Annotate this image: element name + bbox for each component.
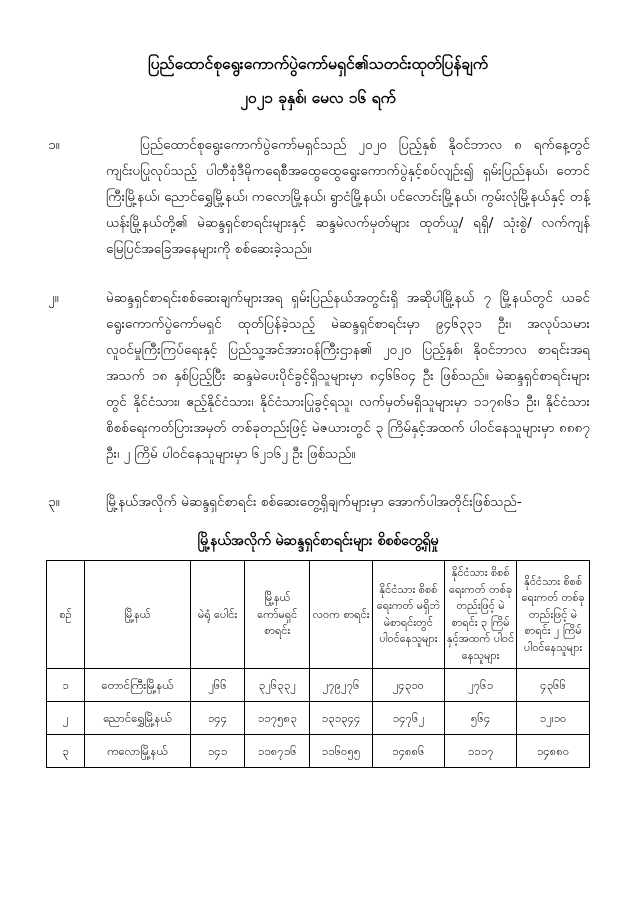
table-header xyxy=(47,561,590,669)
table-cell: ၁၄၇၆၂ xyxy=(372,702,444,735)
table-header-cell-4: လဝက စာရင်း xyxy=(310,561,372,669)
table-cell: ၅၆၄ xyxy=(444,702,516,735)
paragraph-1 xyxy=(46,132,590,262)
table-header-cell-1: မြို့နယ် xyxy=(85,561,191,669)
table-cell: ၂ xyxy=(47,702,85,735)
paragraph-3-text: မြို့နယ်အလိုက် မဲဆန္ဒရှင်စာရင်း စစ်ဆေးတွေ့ရှိချက်များမှာ အောက်ပါအတိုင်းဖြစ်သည်- xyxy=(106,494,522,511)
table-header-cell-0: စဉ် xyxy=(47,561,85,669)
table-cell: ၃ xyxy=(47,735,85,768)
table-title: မြို့နယ်အလိုက် မဲဆန္ဒရှင်စာရင်းများ စိစစ်တွေ့ရှိမှု xyxy=(197,533,439,550)
table-cell: ၁၁၇၅၈၃ xyxy=(245,702,310,735)
table-cell: ညောင်ရွှေမြို့နယ် xyxy=(85,702,191,735)
voter-list-table xyxy=(46,560,590,768)
table-header-cell-5: နိုင်ငံသား စိစစ်ရေးကတ် မရှိဘဲ မဲစာရင်းတွင် ပါဝင်နေသူများ xyxy=(372,561,444,669)
table-cell: ကလောမြို့နယ် xyxy=(85,735,191,768)
table-cell: ၄၃၆၆ xyxy=(517,669,590,702)
table-cell: ၁၄၈၈၀ xyxy=(517,735,590,768)
table-cell: ၁၁၆၀၅၅ xyxy=(310,735,372,768)
page-subtitle: ၂၀၂၁ ခုနှစ်၊ မေလ ၁၆ ရက် xyxy=(240,89,396,108)
table-header-cell-7: နိုင်ငံသား စိစစ်ရေးကတ် တစ်ခုတည်းဖြင့် မဲစာရင်း ၂ ကြိမ် ပါဝင်နေသူများ xyxy=(517,561,590,669)
table-header-row xyxy=(47,561,590,669)
paragraph-2 xyxy=(46,285,590,468)
page-title: ပြည်ထောင်စုရွေးကောက်ပွဲကော်မရှင်၏သတင်းထုတ်ပြန်ချက် xyxy=(148,55,488,73)
paragraph-3-number: ၃။ xyxy=(48,494,60,511)
table-cell: ၁၁၁၇ xyxy=(444,735,516,768)
paragraph-1-text: ပြည်ထောင်စုရွေးကောက်ပွဲကော်မရှင်သည် ၂၀၂၀ ပြည့်နှစ် နိုဝင်ဘာလ ၈ ရက်နေ့တွင် ကျင်းပပြုလုပ်သည့် ပါတီစုံဒီမိုကရေစီအထွေထွေရွေးကောက်ပွဲနှင့်စပ်လျဉ်း၍ ရှမ်းပြည်နယ်၊ တောင်ကြီးမြို့နယ်၊ ညောင်ရွှေမြို့နယ်၊ ကလောမြို့နယ်၊ ရွာငံမြို့နယ်၊ ပင်လောင်းမြို့နယ်၊ ကွမ်းလုံမြို့နယ်နှင့် တန့်ယန်းမြို့နယ်တို့၏ မဲဆန္ဒရှင်စာရင်းများနှင့် ဆန္ဒမဲလက်မှတ်များ ထုတ်ယူ/ ရရှိ/ သုံးစွဲ/ လက်ကျန် မြေပြင်အခြေအနေများကို စစ်ဆေးခဲ့သည်။ xyxy=(106,137,590,258)
title-block xyxy=(46,52,590,110)
table-cell: ၁၄၄ xyxy=(190,702,244,735)
table-row xyxy=(47,735,590,768)
paragraph-2-number: ၂။ xyxy=(48,289,59,306)
table-cell: တောင်ကြီးမြို့နယ် xyxy=(85,669,191,702)
table-cell: ၂၇၉၂၇၆ xyxy=(310,669,372,702)
table-cell: ၁၂၊၁၀ xyxy=(517,702,590,735)
table-cell: ၁ xyxy=(47,669,85,702)
table-cell: ၁၃၁၃၄၄ xyxy=(310,702,372,735)
table-header-cell-6: နိုင်ငံသား စိစစ်ရေးကတ် တစ်ခုတည်းဖြင့် မဲစာရင်း ၃ ကြိမ် နှင့်အထက် ပါဝင်နေသူများ xyxy=(444,561,516,669)
table-cell: ၃၂၆၃၃၂ xyxy=(245,669,310,702)
table-body xyxy=(47,669,590,768)
paragraph-2-text: မဲဆန္ဒရှင်စာရင်းစစ်ဆေးချက်များအရ ရှမ်းပြည်နယ်အတွင်းရှိ အဆိုပါမြို့နယ် ၇ မြို့နယ်တွင် ယခင် ရွေးကောက်ပွဲကော်မရှင် ထုတ်ပြန်ခဲ့သည့် မဲဆန္ဒရှင်စာရင်းမှာ ၉၄၆၃၃၁ ဦး၊ အလုပ်သမား လူဝင်မှုကြီးကြပ်ရေးနှင့် ပြည်သူ့အင်အားဝန်ကြီးဌာန၏ ၂၀၂၀ ပြည့်နှစ်၊ နိုဝင်ဘာလ စာရင်းအရ အသက် ၁၈ နှစ်ပြည့်ပြီး ဆန္ဒမဲပေးပိုင်ခွင့်ရှိသူများမှာ ၈၄၆၆၀၄ ဦး ဖြစ်သည်။ မဲဆန္ဒရှင်စာရင်းများတွင် နိုင်ငံသား၊ ဧည့်နိုင်ငံသား၊ နိုင်ငံသားပြုခွင့်ရသူ၊ လက်မှတ်မရှိသူများမှာ ၁၁၇၈၆၁ ဦး၊ နိုင်ငံသား စိစစ်ရေးကတ်ပြားအမှတ် တစ်ခုတည်းဖြင့် မဲဇယားတွင် ၃ ကြိမ်နှင့်အထက် ပါဝင်နေသူများမှာ ၈၈၈၇ ဦး၊ ၂ ကြိမ် ပါဝင်နေသူများမှာ ၆၂၁၆၂ ဦး ဖြစ်သည်။ xyxy=(106,289,590,463)
table-cell: ၁၄၁ xyxy=(190,735,244,768)
table-row xyxy=(47,702,590,735)
table-cell: ၂၆၆ xyxy=(190,669,244,702)
table-cell: ၁၄၈၈၆ xyxy=(372,735,444,768)
table-cell: ၁၁၈၇၁၆ xyxy=(245,735,310,768)
table-row xyxy=(47,669,590,702)
table-header-cell-2: မဲရုံ ပေါင်း xyxy=(190,561,244,669)
table-cell: ၂၇၆၁ xyxy=(444,669,516,702)
paragraph-1-number: ၁။ xyxy=(48,137,60,154)
table-cell: ၂၄၃၁၀ xyxy=(372,669,444,702)
paragraph-3 xyxy=(46,489,590,515)
table-header-cell-3: မြို့နယ် ကော်မရှင် စာရင်း xyxy=(245,561,310,669)
